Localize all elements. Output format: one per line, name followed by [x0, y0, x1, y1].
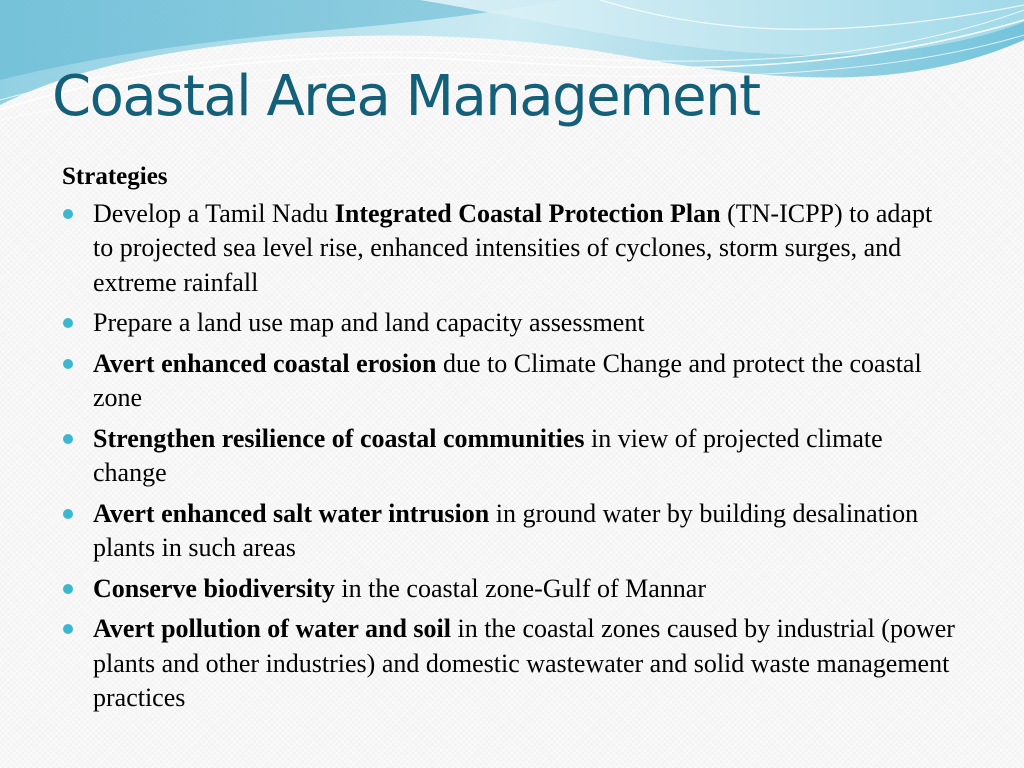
bullet-bold-text: Strengthen resilience of coastal communities	[93, 423, 585, 453]
bullet-dot-icon	[63, 318, 73, 328]
list-item	[62, 572, 957, 607]
bullet-text: in the coastal zones caused by industrial (power plants and other industries) and domestic wastewater and solid waste management practices	[93, 614, 955, 712]
slide-body	[62, 160, 957, 722]
bullet-bold-text: Integrated Coastal Protection Plan	[334, 198, 721, 228]
bullet-text: in view of projected climate change	[93, 423, 883, 487]
bullet-dot-icon	[63, 509, 73, 519]
bullet-bold-text: Avert pollution of water and soil	[93, 614, 451, 643]
bullet-bold-text: Conserve biodiversity	[93, 573, 335, 603]
bullet-text: Develop a Tamil Nadu	[93, 198, 335, 228]
bullet-text: (TN-ICPP) to adapt to projected sea level rise, enhanced intensities of cyclones, storm surges, and extreme rainfall	[93, 198, 933, 297]
strategy-list	[62, 197, 957, 716]
list-item	[62, 612, 957, 716]
bullet-dot-icon	[63, 584, 73, 594]
bullet-text: due to Climate Change and protect the coastal zone	[93, 348, 922, 412]
bullet-text: in the coastal zone-Gulf of Mannar	[334, 573, 707, 603]
bullet-bold-text: Avert enhanced coastal erosion	[93, 348, 437, 378]
section-heading: Strategies	[62, 163, 168, 190]
list-item	[62, 197, 957, 301]
list-item	[62, 497, 957, 566]
bullet-text: in ground water by building desalination plants in such areas	[93, 498, 919, 562]
list-item	[62, 306, 957, 341]
bullet-text: Prepare a land use map and land capacity assessment	[93, 308, 645, 337]
list-item	[62, 347, 957, 416]
bullet-bold-text: Avert enhanced salt water intrusion	[93, 498, 490, 528]
list-item	[62, 422, 957, 491]
bullet-dot-icon	[63, 434, 73, 444]
bullet-dot-icon	[63, 359, 73, 369]
bullet-dot-icon	[63, 209, 73, 219]
bullet-dot-icon	[63, 624, 73, 634]
page-title: Coastal Area Management	[52, 64, 760, 129]
